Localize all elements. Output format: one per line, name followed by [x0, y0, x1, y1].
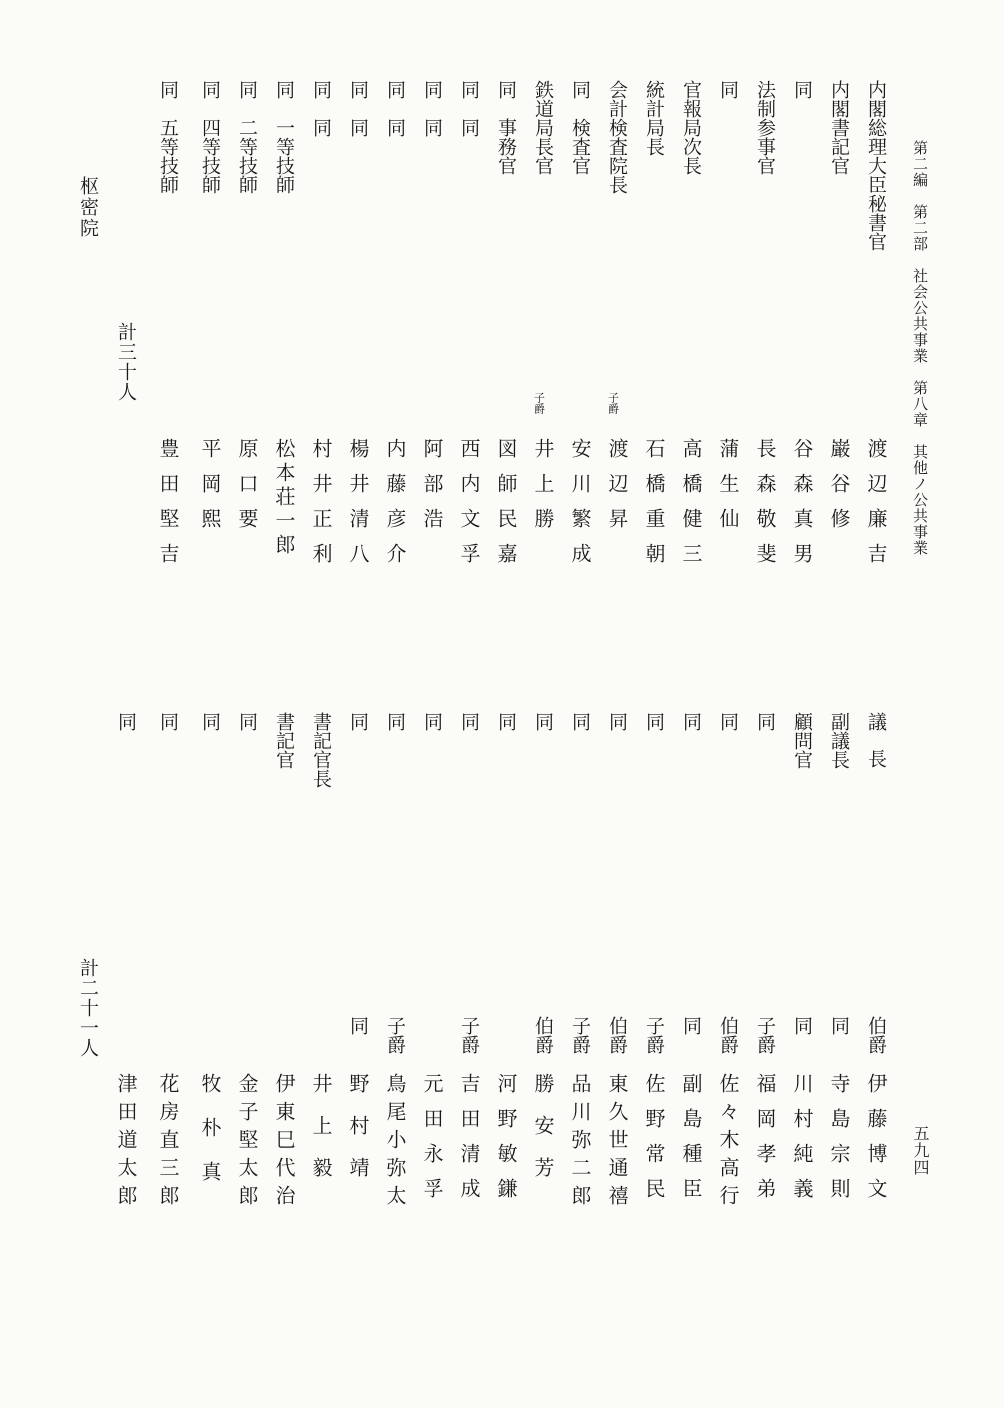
- lower-name-14: 鳥尾小弥太: [383, 1073, 407, 1213]
- lower-name-17: 伊東巳代治: [272, 1073, 296, 1213]
- section-heading-privy-council: 枢密院: [77, 176, 99, 239]
- lower-title-3: 顧問官: [791, 712, 813, 769]
- lower-name-3: 川村純義: [790, 1073, 814, 1213]
- upper-name-10: 井上勝: [531, 438, 555, 543]
- upper-title-19: 同 四等技師: [199, 80, 221, 194]
- lower-title-15: 同: [347, 712, 369, 731]
- lower-title-2: 副議長: [828, 712, 850, 769]
- lower-title-4: 同: [754, 712, 776, 731]
- lower-title-11: 同: [495, 712, 517, 731]
- lower-name-21: 津田道太郎: [114, 1073, 138, 1213]
- lower-name-8: 東久世通禧: [605, 1073, 629, 1213]
- lower-rank-4: 子爵: [754, 1016, 776, 1054]
- lower-rank-8: 伯爵: [606, 1016, 628, 1054]
- lower-title-9: 同: [569, 712, 591, 731]
- upper-title-1: 内閣総理大臣秘書官: [865, 80, 887, 251]
- upper-name-11: 図師民嘉: [494, 438, 518, 578]
- upper-title-7: 統計局長: [643, 80, 665, 156]
- lower-rank-15: 同: [347, 1016, 369, 1035]
- upper-title-10: 鉄道局長官: [532, 80, 554, 175]
- lower-name-7: 佐野常民: [642, 1073, 666, 1213]
- lower-title-8: 同: [606, 712, 628, 731]
- upper-name-15: 楊井清八: [346, 438, 370, 578]
- lower-rank-7: 子爵: [643, 1016, 665, 1054]
- lower-name-18: 金子堅太郎: [235, 1073, 259, 1213]
- upper-title-2: 内閣書記官: [828, 80, 850, 175]
- lower-name-19: 牧朴真: [198, 1073, 222, 1205]
- upper-title-12: 同 同: [458, 80, 480, 137]
- upper-name-2: 巌谷修: [827, 438, 851, 543]
- lower-rank-1: 伯爵: [865, 1016, 887, 1054]
- lower-name-20: 花房直三郎: [156, 1073, 180, 1213]
- running-head: 第二編 第二部 社会公共事業 第八章 其他ノ公共事業: [911, 140, 929, 556]
- lower-title-18: 同: [236, 712, 258, 731]
- upper-name-3: 谷森真男: [790, 438, 814, 578]
- lower-name-10: 勝安芳: [531, 1073, 555, 1199]
- lower-rank-10: 伯爵: [532, 1016, 554, 1054]
- upper-title-20: 同 五等技師: [157, 80, 179, 194]
- lower-name-11: 河野敏鎌: [494, 1073, 518, 1213]
- upper-title-14: 同 同: [384, 80, 406, 137]
- upper-title-4: 法制参事官: [754, 80, 776, 175]
- upper-title-18: 同 二等技師: [236, 80, 258, 194]
- upper-name-17: 松本荘一郎: [272, 438, 296, 558]
- upper-name-8: 渡辺昇: [605, 438, 629, 543]
- lower-title-16: 書記官長: [310, 712, 332, 788]
- upper-name-13: 阿部浩: [420, 438, 444, 543]
- upper-rank-10: 子爵: [532, 392, 546, 414]
- upper-title-9: 同 検査官: [569, 80, 591, 175]
- upper-name-14: 内藤彦介: [383, 438, 407, 578]
- lower-title-1: 議長: [865, 712, 887, 786]
- upper-name-12: 西内文孚: [457, 438, 481, 578]
- upper-name-1: 渡辺廉吉: [864, 438, 888, 578]
- upper-name-6: 高橋健三: [679, 438, 703, 578]
- lower-name-5: 佐々木高行: [716, 1073, 740, 1213]
- lower-name-9: 品川弥二郎: [568, 1073, 592, 1213]
- lower-total: 計二十一人: [77, 958, 99, 1058]
- upper-name-20: 豊田堅吉: [156, 438, 180, 578]
- lower-title-12: 同: [458, 712, 480, 731]
- lower-title-14: 同: [384, 712, 406, 731]
- upper-name-19: 平岡熙: [198, 438, 222, 543]
- upper-title-11: 同 事務官: [495, 80, 517, 175]
- upper-title-5: 同: [717, 80, 739, 99]
- lower-rank-6: 同: [680, 1016, 702, 1035]
- upper-name-4: 長森敬斐: [753, 438, 777, 578]
- lower-title-17: 書記官: [273, 712, 295, 769]
- lower-name-4: 福岡孝弟: [753, 1073, 777, 1213]
- lower-title-21: 同: [115, 712, 137, 731]
- lower-name-13: 元田永孚: [420, 1073, 444, 1213]
- lower-name-1: 伊藤博文: [864, 1073, 888, 1213]
- lower-rank-2: 同: [828, 1016, 850, 1035]
- lower-rank-3: 同: [791, 1016, 813, 1035]
- lower-rank-5: 伯爵: [717, 1016, 739, 1054]
- lower-rank-9: 子爵: [569, 1016, 591, 1054]
- lower-title-7: 同: [643, 712, 665, 731]
- page-number: 五九四: [911, 1125, 930, 1176]
- upper-title-13: 同 同: [421, 80, 443, 137]
- upper-title-3: 同: [791, 80, 813, 99]
- upper-title-16: 同 同: [310, 80, 332, 137]
- upper-title-17: 同 一等技師: [273, 80, 295, 194]
- upper-title-8: 会計検査院長: [606, 80, 628, 194]
- upper-rank-8: 子爵: [606, 392, 620, 414]
- lower-name-16: 井上毅: [309, 1073, 333, 1199]
- lower-name-12: 吉田清成: [457, 1073, 481, 1213]
- upper-name-5: 蒲生仙: [716, 438, 740, 543]
- lower-rank-14: 子爵: [384, 1016, 406, 1054]
- lower-name-6: 副島種臣: [679, 1073, 703, 1213]
- lower-title-19: 同: [199, 712, 221, 731]
- upper-name-9: 安川繁成: [568, 438, 592, 578]
- lower-rank-12: 子爵: [458, 1016, 480, 1054]
- lower-name-2: 寺島宗則: [827, 1073, 851, 1213]
- upper-title-6: 官報局次長: [680, 80, 702, 175]
- upper-name-18: 原口要: [235, 438, 259, 543]
- upper-total: 計三十人: [115, 322, 137, 402]
- lower-title-10: 同: [532, 712, 554, 731]
- lower-name-15: 野村靖: [346, 1073, 370, 1199]
- lower-title-13: 同: [421, 712, 443, 731]
- upper-name-7: 石橋重朝: [642, 438, 666, 578]
- lower-title-5: 同: [717, 712, 739, 731]
- lower-title-20: 同: [157, 712, 179, 731]
- upper-title-15: 同 同: [347, 80, 369, 137]
- lower-title-6: 同: [680, 712, 702, 731]
- upper-name-16: 村井正利: [309, 438, 333, 578]
